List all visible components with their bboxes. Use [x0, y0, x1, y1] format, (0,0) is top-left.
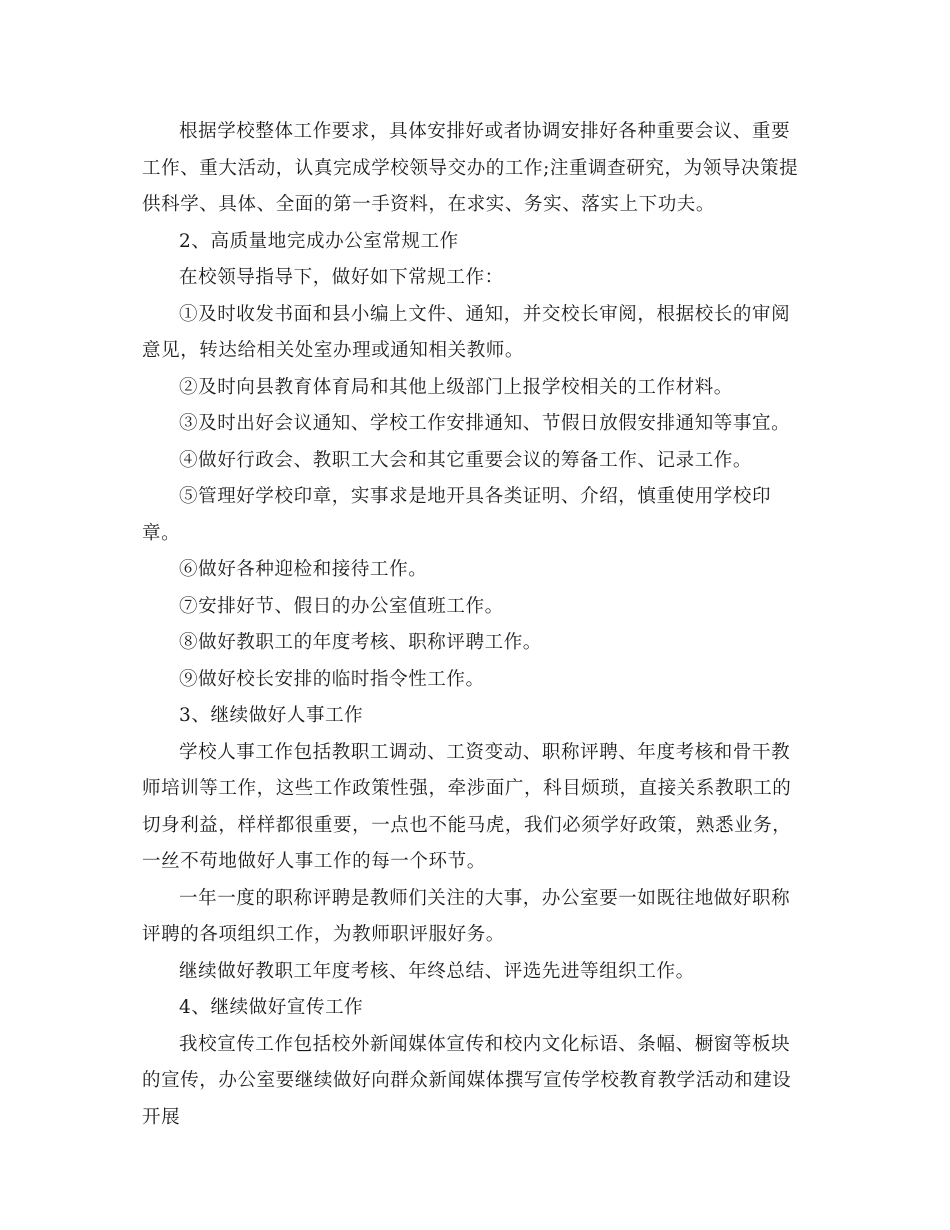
paragraph-publicity: 我校宣传工作包括校外新闻媒体宣传和校内文化标语、条幅、橱窗等板块的宣传，办公室要继续做好向群众新闻媒体撰写宣传学校教育教学活动和建设开展: [142, 1033, 792, 1128]
list-item-7: ⑦安排好节、假日的办公室值班工作。: [179, 595, 504, 617]
list-item-2: ②及时向县教育体育局和其他上级部门上报学校相关的工作材料。: [179, 376, 733, 398]
paragraph-personnel: 学校人事工作包括教职工调动、工资变动、职称评聘、年度考核和骨干教师培训等工作，这些工作政策性强，牵涉面广，科目烦琐，直接关系教职工的切身利益，样样都很重要，一点也不能马虎，我们必须学好政策，熟悉业务，一丝不苟地做好人事工作的每一个环节。: [142, 741, 792, 872]
heading-section-2: 2、高质量地完成办公室常规工作: [179, 230, 459, 252]
paragraph-intro: 根据学校整体工作要求，具体安排好或者协调安排好各种重要会议、重要工作、重大活动，认真完成学校领导交办的工作;注重调查研究，为领导决策提供科学、具体、全面的第一手资料，在求实、务实、落实上下功夫。: [142, 121, 799, 215]
list-item-4: ④做好行政会、教职工大会和其它重要会议的筹备工作、记录工作。: [179, 449, 753, 471]
paragraph-title-evaluation: 一年一度的职称评聘是教师们关注的大事，办公室要一如既往地做好职称评聘的各项组织工作，为教师职评服好务。: [142, 887, 791, 945]
list-item-1: ①及时收发书面和县小编上文件、通知，并交校长审阅，根据校长的审阅意见，转达给相关处室办理或通知相关教师。: [142, 303, 791, 361]
heading-section-4: 4、继续做好宣传工作: [179, 997, 364, 1018]
list-item-3: ③及时出好会议通知、学校工作安排通知、节假日放假安排通知等事宜。: [179, 413, 791, 434]
heading-section-3: 3、继续做好人事工作: [179, 705, 364, 726]
paragraph-routine-intro: 在校领导指导下，做好如下常规工作：: [179, 267, 504, 288]
document-body: [142, 114, 802, 1136]
paragraph-annual-review: 继续做好教职工年度考核、年终总结、评选先进等组织工作。: [179, 960, 695, 982]
list-item-9: ⑨做好校长安排的临时指令性工作。: [179, 668, 485, 690]
list-item-5: ⑤管理好学校印章，实事求是地开具各类证明、介绍，慎重使用学校印章。: [142, 486, 772, 544]
list-item-6: ⑥做好各种迎检和接待工作。: [179, 559, 428, 580]
list-item-8: ⑧做好教职工的年度考核、职称评聘工作。: [179, 632, 542, 653]
